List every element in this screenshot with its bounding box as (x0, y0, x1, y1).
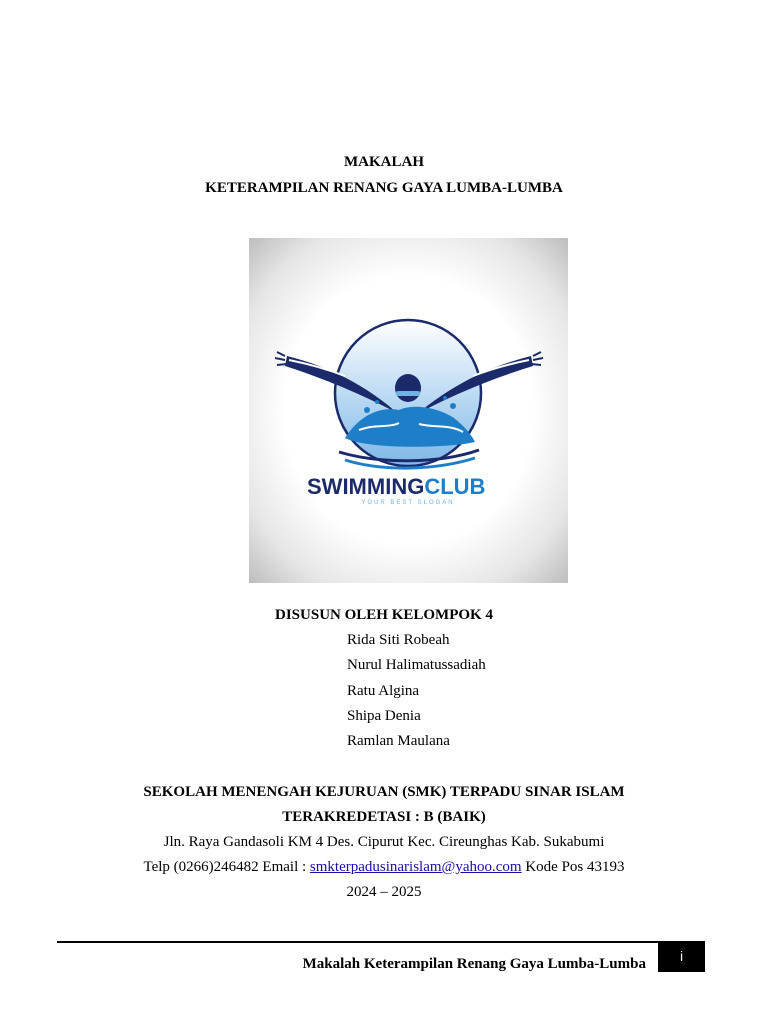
brand-slogan: YOUR BEST SLOGAN (361, 500, 455, 506)
school-contact (0, 858, 768, 876)
author-name: Ratu Algina (347, 683, 420, 699)
authors-heading: DISUSUN OLEH KELOMPOK 4 (275, 607, 493, 623)
footer-divider (57, 941, 658, 943)
school-name: SEKOLAH MENENGAH KEJURUAN (SMK) TERPADU SINAR ISLAM (143, 784, 625, 800)
school-accreditation: TERAKREDETASI : B (BAIK) (282, 809, 486, 825)
author-name: Rida Siti Robeah (347, 632, 450, 648)
brand-secondary: CLUB (424, 474, 486, 499)
logo-image (249, 238, 568, 583)
document-title: KETERAMPILAN RENANG GAYA LUMBA-LUMBA (205, 180, 563, 196)
document-heading: MAKALAH (344, 154, 424, 170)
academic-year: 2024 – 2025 (346, 884, 422, 900)
swimmer-logo-icon (249, 238, 568, 583)
author-name: Nurul Halimatussadiah (347, 657, 486, 673)
author-name: Ramlan Maulana (347, 733, 450, 749)
page-number: i (658, 941, 705, 972)
school-email-link[interactable]: smkterpadusinarislam@yahoo.com (309, 859, 522, 875)
brand-primary: SWIMMING (307, 474, 425, 499)
author-name: Shipa Denia (347, 708, 421, 724)
school-address: Jln. Raya Gandasoli KM 4 Des. Cipurut Kec. Cireunghas Kab. Sukabumi (163, 834, 605, 850)
footer-running-title: Makalah Keterampilan Renang Gaya Lumba-Lumba (302, 956, 646, 972)
svg-text:SWIMMINGCLUB (307, 474, 485, 499)
school-postal-code: Kode Pos 43193 (521, 859, 625, 875)
school-phone: Telp (0266)246482 Email : (143, 859, 310, 875)
